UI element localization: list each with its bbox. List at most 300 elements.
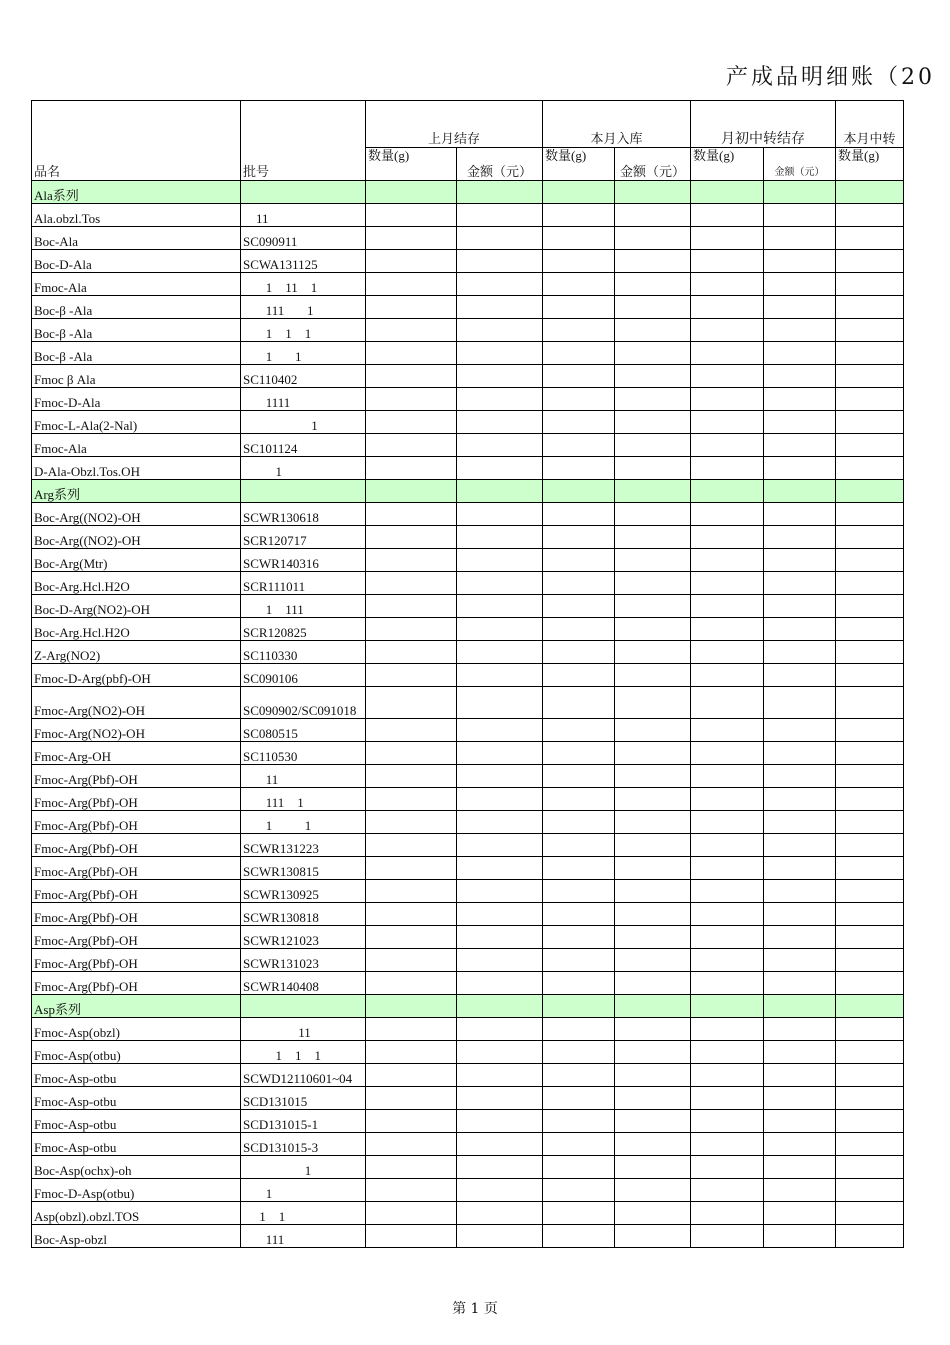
value-cell — [691, 1018, 764, 1041]
value-cell — [543, 1018, 615, 1041]
value-cell — [836, 834, 904, 857]
table-row — [32, 342, 904, 365]
table-row — [32, 765, 904, 788]
value-cell — [764, 788, 836, 811]
value-cell — [691, 687, 764, 719]
table-row — [32, 1064, 904, 1087]
value-cell — [457, 641, 543, 664]
product-name: Fmoc-Asp(obzl) — [32, 1018, 241, 1041]
value-cell — [457, 995, 543, 1018]
value-cell — [543, 641, 615, 664]
value-cell — [691, 595, 764, 618]
table-row — [32, 572, 904, 595]
value-cell — [836, 572, 904, 595]
product-name: Fmoc-Arg(NO2)-OH — [32, 687, 241, 719]
value-cell — [457, 1133, 543, 1156]
header-batch: 批号 — [241, 101, 366, 181]
table-row — [32, 365, 904, 388]
value-cell — [764, 480, 836, 503]
value-cell — [543, 549, 615, 572]
value-cell — [615, 411, 691, 434]
header-name: 品名 — [32, 101, 241, 181]
value-cell — [615, 995, 691, 1018]
header-qty: 数量(g) — [691, 148, 764, 181]
header-amount: 金额（元） — [457, 148, 543, 181]
value-cell — [543, 273, 615, 296]
section-row — [32, 480, 904, 503]
product-name: Boc-Arg((NO2)-OH — [32, 503, 241, 526]
value-cell — [691, 765, 764, 788]
value-cell — [764, 1087, 836, 1110]
value-cell — [615, 1202, 691, 1225]
value-cell — [691, 365, 764, 388]
value-cell — [366, 365, 457, 388]
batch-number: 111 — [241, 1225, 366, 1248]
batch-number: 1111 — [241, 388, 366, 411]
batch-number: 1 1 1 — [241, 319, 366, 342]
value-cell — [615, 1018, 691, 1041]
value-cell — [836, 618, 904, 641]
value-cell — [615, 595, 691, 618]
value-cell — [615, 742, 691, 765]
value-cell — [691, 1202, 764, 1225]
table-row — [32, 273, 904, 296]
value-cell — [691, 1087, 764, 1110]
batch-number: SCWR130818 — [241, 903, 366, 926]
value-cell — [366, 1225, 457, 1248]
value-cell — [836, 342, 904, 365]
value-cell — [543, 319, 615, 342]
value-cell — [457, 811, 543, 834]
product-name: Fmoc-Arg-OH — [32, 742, 241, 765]
value-cell — [836, 1087, 904, 1110]
product-name: Fmoc-Arg(Pbf)-OH — [32, 903, 241, 926]
value-cell — [457, 526, 543, 549]
value-cell — [543, 995, 615, 1018]
table-row — [32, 742, 904, 765]
value-cell — [764, 765, 836, 788]
table-row — [32, 641, 904, 664]
batch-number: SC080515 — [241, 719, 366, 742]
value-cell — [764, 1041, 836, 1064]
value-cell — [366, 204, 457, 227]
value-cell — [366, 687, 457, 719]
value-cell — [543, 503, 615, 526]
table-row — [32, 549, 904, 572]
value-cell — [764, 1110, 836, 1133]
value-cell — [366, 765, 457, 788]
product-name: Boc-Asp(ochx)-oh — [32, 1156, 241, 1179]
table-row — [32, 227, 904, 250]
value-cell — [543, 296, 615, 319]
value-cell — [615, 664, 691, 687]
value-cell — [366, 857, 457, 880]
table-row — [32, 1133, 904, 1156]
table-row — [32, 296, 904, 319]
product-name: Fmoc-L-Ala(2-Nal) — [32, 411, 241, 434]
batch-number: SC090902/SC091018 — [241, 687, 366, 719]
value-cell — [836, 204, 904, 227]
value-cell — [457, 972, 543, 995]
value-cell — [836, 1156, 904, 1179]
value-cell — [615, 1041, 691, 1064]
value-cell — [836, 549, 904, 572]
batch-number: 1 1 — [241, 811, 366, 834]
value-cell — [457, 572, 543, 595]
batch-number: 1 — [241, 411, 366, 434]
value-cell — [615, 480, 691, 503]
value-cell — [366, 972, 457, 995]
batch-number: 11 — [241, 765, 366, 788]
value-cell — [691, 742, 764, 765]
value-cell — [615, 204, 691, 227]
value-cell — [543, 972, 615, 995]
batch-number: SCWA131125 — [241, 250, 366, 273]
value-cell — [836, 857, 904, 880]
value-cell — [836, 503, 904, 526]
table-row — [32, 903, 904, 926]
batch-number: 1 1 — [241, 342, 366, 365]
value-cell — [366, 788, 457, 811]
table-row — [32, 1041, 904, 1064]
product-name: Fmoc-Ala — [32, 434, 241, 457]
value-cell — [457, 549, 543, 572]
batch-number — [241, 995, 366, 1018]
value-cell — [764, 181, 836, 204]
table-row — [32, 788, 904, 811]
value-cell — [366, 1018, 457, 1041]
value-cell — [836, 641, 904, 664]
batch-number: 1 111 — [241, 595, 366, 618]
value-cell — [836, 595, 904, 618]
value-cell — [764, 549, 836, 572]
value-cell — [366, 595, 457, 618]
value-cell — [764, 1133, 836, 1156]
value-cell — [366, 181, 457, 204]
value-cell — [691, 903, 764, 926]
table-row — [32, 719, 904, 742]
value-cell — [764, 641, 836, 664]
value-cell — [366, 834, 457, 857]
value-cell — [836, 273, 904, 296]
product-name: Boc-Asp-obzl — [32, 1225, 241, 1248]
value-cell — [836, 365, 904, 388]
value-cell — [615, 526, 691, 549]
table-row — [32, 204, 904, 227]
value-cell — [457, 503, 543, 526]
batch-number: SCWR131223 — [241, 834, 366, 857]
value-cell — [764, 995, 836, 1018]
value-cell — [615, 365, 691, 388]
value-cell — [836, 1133, 904, 1156]
product-name: Fmoc-Arg(Pbf)-OH — [32, 880, 241, 903]
value-cell — [764, 526, 836, 549]
value-cell — [764, 365, 836, 388]
value-cell — [615, 503, 691, 526]
value-cell — [366, 273, 457, 296]
batch-number: SCR120717 — [241, 526, 366, 549]
value-cell — [457, 1110, 543, 1133]
value-cell — [543, 857, 615, 880]
value-cell — [543, 1133, 615, 1156]
value-cell — [543, 342, 615, 365]
batch-number: SCWR140316 — [241, 549, 366, 572]
product-name: Fmoc-Arg(NO2)-OH — [32, 719, 241, 742]
value-cell — [764, 319, 836, 342]
header-last-month-balance: 上月结存 — [366, 101, 543, 148]
header-qty: 数量(g) — [836, 148, 904, 181]
product-name: Fmoc-Arg(Pbf)-OH — [32, 972, 241, 995]
batch-number: 1 11 1 — [241, 273, 366, 296]
value-cell — [543, 811, 615, 834]
value-cell — [836, 526, 904, 549]
value-cell — [836, 742, 904, 765]
value-cell — [764, 811, 836, 834]
value-cell — [615, 1225, 691, 1248]
value-cell — [691, 319, 764, 342]
table-row — [32, 1087, 904, 1110]
value-cell — [615, 834, 691, 857]
value-cell — [691, 572, 764, 595]
value-cell — [543, 903, 615, 926]
value-cell — [457, 719, 543, 742]
table-row — [32, 1110, 904, 1133]
value-cell — [764, 972, 836, 995]
value-cell — [836, 296, 904, 319]
table-row — [32, 972, 904, 995]
value-cell — [543, 687, 615, 719]
value-cell — [691, 1225, 764, 1248]
value-cell — [543, 1041, 615, 1064]
value-cell — [543, 227, 615, 250]
value-cell — [366, 411, 457, 434]
value-cell — [543, 388, 615, 411]
value-cell — [764, 742, 836, 765]
value-cell — [615, 903, 691, 926]
product-name: Fmoc-D-Arg(pbf)-OH — [32, 664, 241, 687]
product-name: Ala.obzl.Tos — [32, 204, 241, 227]
table-row — [32, 687, 904, 719]
value-cell — [836, 903, 904, 926]
value-cell — [366, 1156, 457, 1179]
product-name: Asp(obzl).obzl.TOS — [32, 1202, 241, 1225]
value-cell — [543, 719, 615, 742]
value-cell — [615, 1156, 691, 1179]
batch-number: 11 — [241, 204, 366, 227]
table-row — [32, 319, 904, 342]
value-cell — [543, 572, 615, 595]
value-cell — [366, 503, 457, 526]
batch-number: SCR120825 — [241, 618, 366, 641]
value-cell — [615, 434, 691, 457]
value-cell — [691, 503, 764, 526]
value-cell — [764, 664, 836, 687]
value-cell — [764, 857, 836, 880]
value-cell — [764, 204, 836, 227]
value-cell — [543, 1225, 615, 1248]
value-cell — [457, 227, 543, 250]
batch-number: SC110530 — [241, 742, 366, 765]
value-cell — [836, 1225, 904, 1248]
value-cell — [836, 1202, 904, 1225]
value-cell — [457, 595, 543, 618]
value-cell — [836, 1179, 904, 1202]
value-cell — [457, 1179, 543, 1202]
value-cell — [691, 457, 764, 480]
value-cell — [836, 1041, 904, 1064]
value-cell — [615, 926, 691, 949]
value-cell — [836, 664, 904, 687]
value-cell — [543, 480, 615, 503]
value-cell — [615, 296, 691, 319]
product-name: Fmoc-Arg(Pbf)-OH — [32, 811, 241, 834]
table-row — [32, 250, 904, 273]
product-name: Z-Arg(NO2) — [32, 641, 241, 664]
value-cell — [543, 664, 615, 687]
ledger-table — [31, 100, 904, 1248]
value-cell — [615, 687, 691, 719]
product-name: Fmoc-Arg(Pbf)-OH — [32, 857, 241, 880]
batch-number: SC101124 — [241, 434, 366, 457]
value-cell — [366, 995, 457, 1018]
value-cell — [691, 880, 764, 903]
batch-number: 1 — [241, 1179, 366, 1202]
value-cell — [691, 1133, 764, 1156]
batch-number: SC110330 — [241, 641, 366, 664]
table-row — [32, 388, 904, 411]
value-cell — [615, 457, 691, 480]
product-name: Boc-Arg.Hcl.H2O — [32, 618, 241, 641]
value-cell — [366, 1133, 457, 1156]
value-cell — [366, 1087, 457, 1110]
value-cell — [366, 1110, 457, 1133]
value-cell — [366, 434, 457, 457]
value-cell — [691, 526, 764, 549]
page-footer: 第 1 页 — [452, 1301, 498, 1317]
product-name: Boc-D-Ala — [32, 250, 241, 273]
value-cell — [366, 880, 457, 903]
value-cell — [691, 273, 764, 296]
value-cell — [836, 972, 904, 995]
value-cell — [457, 1087, 543, 1110]
value-cell — [764, 719, 836, 742]
batch-number: SCD131015-3 — [241, 1133, 366, 1156]
value-cell — [691, 480, 764, 503]
header-qty: 数量(g) — [543, 148, 615, 181]
product-name: Fmoc-Ala — [32, 273, 241, 296]
value-cell — [764, 1064, 836, 1087]
value-cell — [543, 204, 615, 227]
value-cell — [457, 1018, 543, 1041]
value-cell — [615, 972, 691, 995]
value-cell — [691, 204, 764, 227]
value-cell — [457, 250, 543, 273]
product-name: Boc-β -Ala — [32, 296, 241, 319]
value-cell — [615, 1087, 691, 1110]
table-row — [32, 811, 904, 834]
table-row — [32, 857, 904, 880]
value-cell — [366, 903, 457, 926]
product-name: Boc-Ala — [32, 227, 241, 250]
value-cell — [836, 788, 904, 811]
value-cell — [457, 765, 543, 788]
value-cell — [457, 411, 543, 434]
table-row — [32, 595, 904, 618]
batch-number: SC110402 — [241, 365, 366, 388]
value-cell — [457, 1156, 543, 1179]
batch-number: 1 1 1 — [241, 1041, 366, 1064]
section-label: Arg系列 — [32, 480, 241, 503]
header-amount: 金额（元） — [615, 148, 691, 181]
value-cell — [543, 1202, 615, 1225]
value-cell — [457, 319, 543, 342]
value-cell — [543, 595, 615, 618]
table-row — [32, 1018, 904, 1041]
value-cell — [457, 834, 543, 857]
value-cell — [615, 1110, 691, 1133]
value-cell — [764, 595, 836, 618]
value-cell — [836, 811, 904, 834]
table-row — [32, 503, 904, 526]
batch-number: SCWD12110601~04 — [241, 1064, 366, 1087]
value-cell — [764, 273, 836, 296]
value-cell — [836, 926, 904, 949]
value-cell — [615, 1064, 691, 1087]
value-cell — [615, 342, 691, 365]
table-row — [32, 880, 904, 903]
value-cell — [366, 1064, 457, 1087]
value-cell — [836, 388, 904, 411]
value-cell — [543, 1087, 615, 1110]
value-cell — [615, 572, 691, 595]
value-cell — [691, 1064, 764, 1087]
value-cell — [543, 1156, 615, 1179]
value-cell — [764, 457, 836, 480]
value-cell — [836, 880, 904, 903]
value-cell — [691, 719, 764, 742]
value-cell — [691, 434, 764, 457]
value-cell — [836, 434, 904, 457]
value-cell — [366, 319, 457, 342]
value-cell — [691, 972, 764, 995]
table-row — [32, 411, 904, 434]
value-cell — [457, 903, 543, 926]
product-name: Fmoc-Arg(Pbf)-OH — [32, 765, 241, 788]
value-cell — [764, 1225, 836, 1248]
value-cell — [366, 641, 457, 664]
value-cell — [764, 572, 836, 595]
value-cell — [764, 1179, 836, 1202]
batch-number: SCD131015 — [241, 1087, 366, 1110]
product-name: Fmoc-Asp-otbu — [32, 1087, 241, 1110]
value-cell — [366, 296, 457, 319]
value-cell — [691, 926, 764, 949]
value-cell — [836, 250, 904, 273]
value-cell — [366, 572, 457, 595]
value-cell — [764, 949, 836, 972]
value-cell — [457, 1064, 543, 1087]
product-name: Boc-Arg.Hcl.H2O — [32, 572, 241, 595]
value-cell — [615, 549, 691, 572]
value-cell — [764, 1156, 836, 1179]
value-cell — [543, 457, 615, 480]
batch-number: SCWR130925 — [241, 880, 366, 903]
value-cell — [457, 1225, 543, 1248]
value-cell — [457, 618, 543, 641]
value-cell — [836, 765, 904, 788]
product-name: Fmoc-Asp-otbu — [32, 1110, 241, 1133]
value-cell — [615, 857, 691, 880]
